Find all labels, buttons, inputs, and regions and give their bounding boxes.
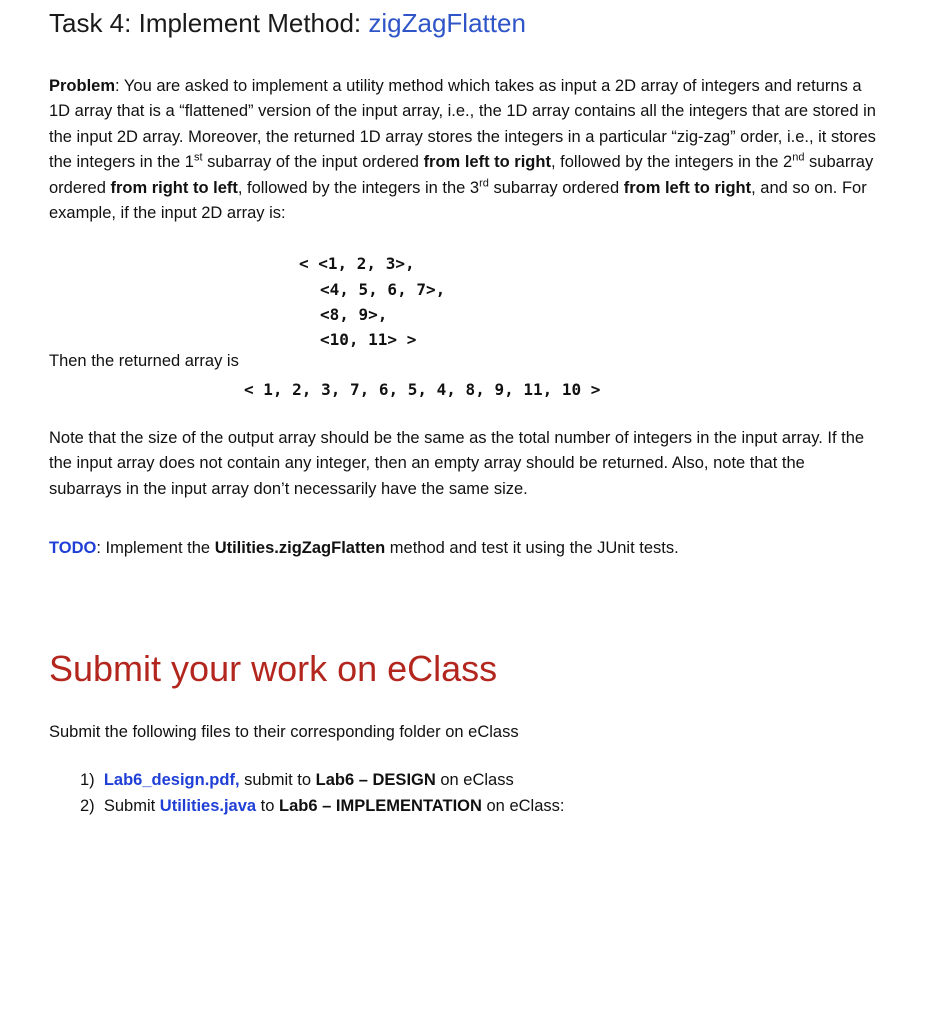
returned-label: Then the returned array is bbox=[49, 352, 239, 370]
input-line-1: < <1, 2, 3>, bbox=[299, 254, 415, 273]
todo-text-2: method and test it using the JUnit tests. bbox=[385, 539, 679, 557]
problem-paragraph bbox=[49, 74, 879, 226]
item2-text-0: Submit bbox=[103, 797, 160, 815]
problem-text-4: subarray ordered bbox=[49, 153, 874, 197]
todo-line bbox=[49, 539, 679, 558]
item1-text-2: on eClass bbox=[435, 771, 514, 789]
emphasis-right-to-left: from right to left bbox=[110, 178, 238, 197]
item2-text-1: to bbox=[256, 797, 280, 815]
implementation-target: Lab6 – IMPLEMENTATION bbox=[279, 797, 482, 815]
note-paragraph: Note that the size of the output array should be the same as the total number of integers in the input array. If the the input array does not contain any integer, then an empty array should be returned. Also, note that the subarrays in the input array don’t necessarily have the same size. bbox=[49, 429, 865, 498]
task-title-prefix: Task 4: Implement Method: bbox=[49, 8, 369, 38]
emphasis-left-to-right-2: from left to right bbox=[623, 178, 752, 197]
submit-heading: Submit your work on eClass bbox=[49, 648, 498, 689]
problem-text-2: subarray of the input ordered bbox=[202, 153, 424, 172]
utilities-file-link[interactable]: Utilities.java bbox=[159, 797, 257, 815]
item2-text-2: on eClass: bbox=[481, 797, 565, 815]
todo-method: Utilities.zigZagFlatten bbox=[214, 539, 386, 557]
task-method-name: zigZagFlatten bbox=[368, 8, 526, 38]
returned-array: < 1, 2, 3, 7, 6, 5, 4, 8, 9, 11, 10 > bbox=[244, 380, 601, 399]
todo-text-1: : Implement the bbox=[96, 539, 215, 557]
emphasis-left-to-right-1: from left to right bbox=[423, 153, 551, 172]
task-title bbox=[49, 8, 526, 39]
submit-list-item-1 bbox=[80, 767, 514, 793]
problem-text-6: subarray ordered bbox=[488, 178, 624, 197]
problem-text-1: : You are asked to implement a utility method which takes as input a 2D array of integers and returns a 1D array that is a “flattened” version of the input array, i.e., the 1D array contains all the integers that are stored in the input 2D array. Moreover, the returned 1D array stores the integers in a particular “zig-zag” order, i.e., it stores the integers in the 1 bbox=[49, 77, 876, 172]
problem-text-7: , and so on. For example, if the input 2D array is: bbox=[49, 178, 867, 223]
ordinal-suffix-2: nd bbox=[792, 151, 805, 164]
input-line-3: <8, 9>, bbox=[320, 305, 388, 324]
ordinal-suffix-1: st bbox=[193, 151, 203, 164]
submit-intro: Submit the following files to their corresponding folder on eClass bbox=[49, 723, 519, 741]
todo-label: TODO bbox=[49, 539, 97, 557]
design-file-link[interactable]: Lab6_design.pdf, bbox=[103, 771, 240, 789]
problem-text-5: , followed by the integers in the 3 bbox=[237, 178, 480, 197]
item1-text-1: submit to bbox=[239, 771, 316, 789]
design-target: Lab6 – DESIGN bbox=[315, 771, 436, 789]
list-number-1: 1) bbox=[80, 771, 95, 789]
problem-label: Problem bbox=[49, 77, 116, 95]
problem-text-3: , followed by the integers in the 2 bbox=[550, 153, 793, 172]
list-number-2: 2) bbox=[80, 797, 95, 815]
input-line-2: <4, 5, 6, 7>, bbox=[320, 280, 446, 299]
submit-list-item-2 bbox=[80, 793, 564, 819]
input-line-4: <10, 11> > bbox=[320, 330, 417, 349]
ordinal-suffix-3: rd bbox=[479, 177, 489, 190]
